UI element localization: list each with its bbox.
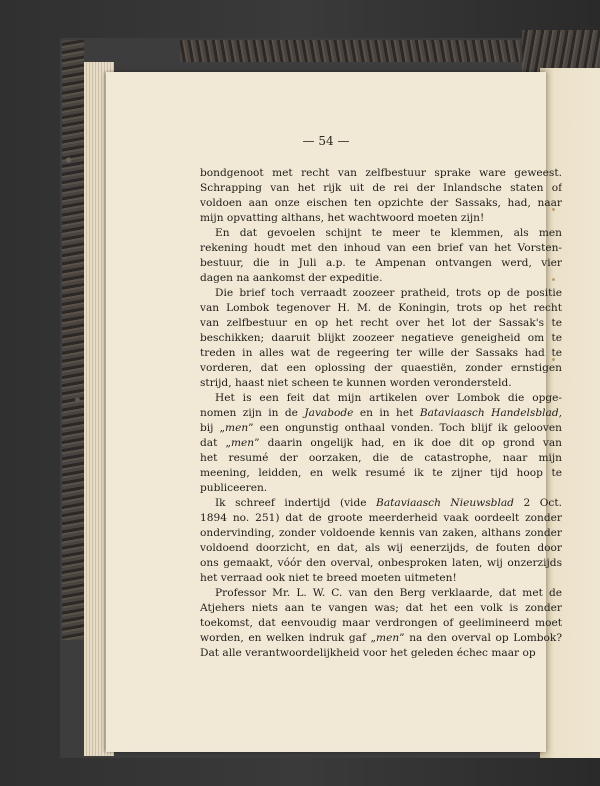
text-line — [200, 631, 562, 646]
page-number: — 54 — — [302, 134, 350, 148]
text-line: bestuur, die in Juli a.p. te Ampenan ontvangen werd, vier — [200, 257, 562, 269]
text-span: dat „ — [200, 437, 231, 449]
text-line: toekomst, dat eenvoudig maar verdrongen of geelimineerd moet — [200, 617, 562, 629]
text-span: 2 Oct. — [513, 497, 562, 509]
text-span: Ik schreef indertijd (vide — [215, 497, 377, 509]
text-span: nomen zijn in de — [200, 407, 305, 419]
text-line: Schrapping van het rijk uit de rei der Inlandsche staten of — [200, 182, 562, 194]
italic-text: men — [225, 422, 249, 434]
text-line: Dat alle verantwoordelijkheid voor het geleden échec maar op — [200, 647, 536, 659]
text-span: bij „ — [200, 422, 226, 434]
text-line: voldoen aan onze eischen ten opzichte der Sassaks, had, naar — [200, 197, 562, 209]
text-line: het verraad ook niet te breed moeten uitmeten! — [200, 572, 457, 584]
text-line: En dat gevoelen schijnt te meer te klemmen, als men — [215, 227, 562, 239]
marbled-cover-top — [180, 40, 520, 62]
italic-text: men — [230, 437, 255, 449]
text-span: ” na den overval op Lombok? — [399, 632, 562, 644]
text-line: publiceeren. — [200, 482, 268, 494]
text-line: van Lombok tegenover H. M. de Koningin, trots op het recht — [200, 302, 562, 314]
text-line — [200, 421, 562, 436]
text-line: rekening houdt met den inhoud van een brief van het Vorsten- — [200, 242, 562, 254]
italic-text: Bataviaasch Handelsblad, — [419, 407, 562, 419]
text-line: strijd, haast niet scheen te kunnen worden verondersteld. — [200, 377, 512, 389]
text-line: het resumé der oorzaken, die de catastrophe, naar mijn — [200, 452, 562, 464]
text-line: ons gemaakt, vóór den overval, onbesproken laten, wij onzerzijds — [200, 557, 562, 569]
text-line: treden in alles wat de regeering ter wille der Sassaks had te — [200, 347, 562, 359]
text-line: beschikken; daaruit blijkt zoozeer negatieve geneigheid om te — [200, 332, 562, 344]
text-line — [215, 496, 562, 511]
text-span: en in het — [353, 407, 420, 419]
text-line: van zelfbestuur en op het recht over het lot der Sassak's te — [200, 317, 562, 329]
text-line: ondervinding, zonder voldoende kennis van zaken, althans zonder — [200, 527, 562, 539]
text-line: Die brief toch verraadt zoozeer pratheid, trots op de positie — [215, 287, 562, 299]
text-line: Het is een feit dat mijn artikelen over Lombok die opge- — [215, 392, 562, 404]
text-line: Professor Mr. L. W. C. van den Berg verklaarde, dat met de — [215, 587, 562, 599]
text-line — [200, 406, 562, 421]
text-line — [200, 436, 562, 451]
text-line: meening, leidden, en welk resumé ik te zijner tijd hoop te — [200, 467, 562, 479]
text-line: mijn opvatting althans, het wachtwoord moeten zijn! — [200, 212, 485, 224]
text-span: worden, en welken indruk gaf „ — [200, 632, 377, 644]
text-line: Atjehers niets aan te vangen was; dat het een volk is zonder — [200, 602, 562, 614]
text-span: ” een ongunstig onthaal vonden. Toch blijf ik gelooven — [248, 422, 562, 434]
text-line: dagen na aankomst der expeditie. — [200, 272, 383, 284]
italic-text: men — [376, 632, 400, 644]
italic-text: Javabode — [304, 407, 354, 419]
text-line: vorderen, dat een oplossing der quaestiën, zonder ernstigen — [200, 362, 562, 374]
text-line: bondgenoot met recht van zelfbestuur sprake ware geweest. — [200, 167, 562, 179]
text-line: voldoend doorzicht, en dat, als wij eenerzijds, de fouten door — [200, 542, 562, 554]
italic-text: Bataviaasch Nieuwsblad — [376, 497, 514, 509]
book-page — [106, 72, 562, 752]
marbled-cover-edge — [62, 40, 84, 640]
text-line: 1894 no. 251) dat de groote meerderheid vaak oordeelt zonder — [200, 512, 562, 524]
text-span: ” daarin ongelijk had, en ik doe dit op grond van — [254, 437, 562, 449]
